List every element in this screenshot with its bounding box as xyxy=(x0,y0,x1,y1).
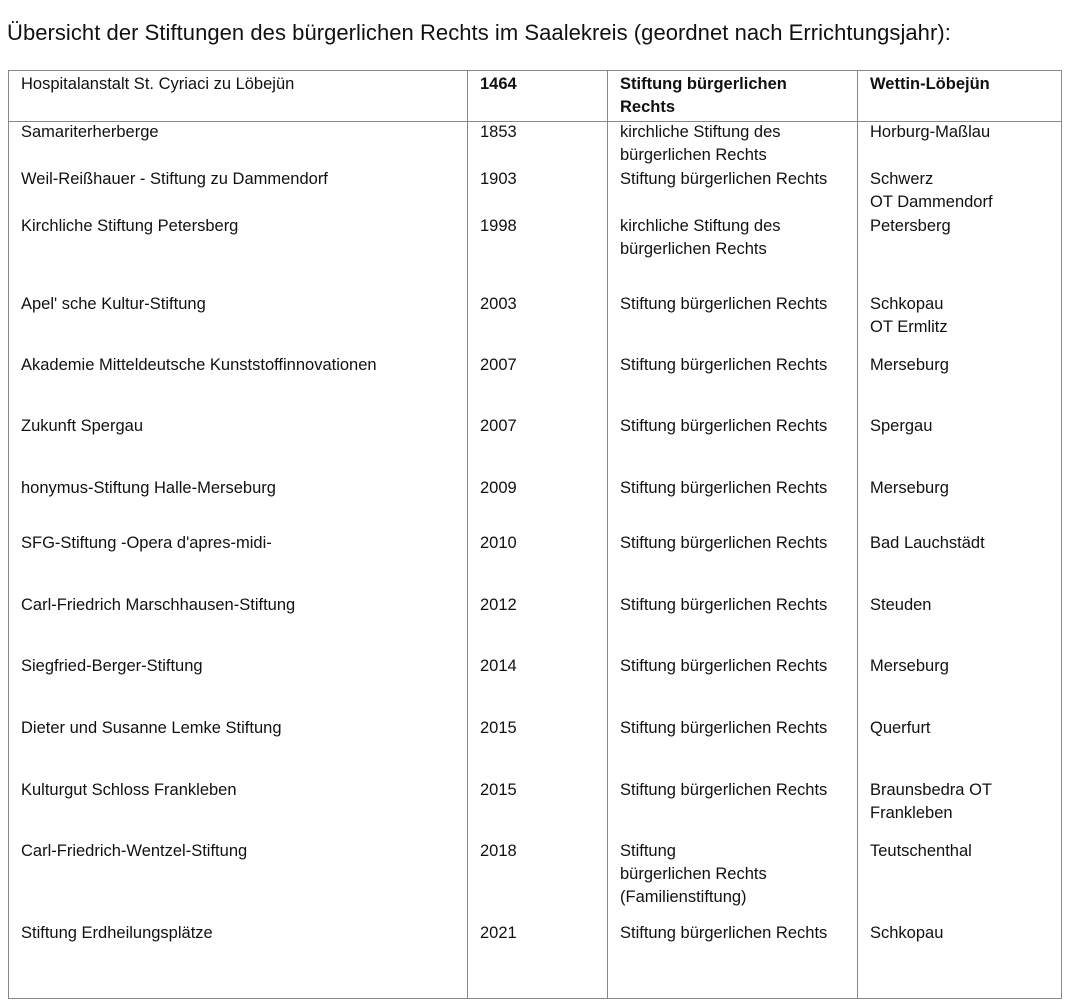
foundation-name: Samariterherberge xyxy=(21,123,159,141)
foundation-location-line: Schkopau xyxy=(870,295,944,313)
foundation-type-line: Stiftung bürgerlichen Rechts xyxy=(620,924,828,942)
page-title: Übersicht der Stiftungen des bürgerlichen Rechts im Saalekreis (geordnet nach Errichtungsjahr): xyxy=(7,20,951,45)
foundation-type xyxy=(620,655,855,678)
founding-year: 2015 xyxy=(480,781,517,799)
foundation-location-line: Teutschenthal xyxy=(870,842,972,860)
foundation-location-line: Merseburg xyxy=(870,657,949,675)
foundation-type xyxy=(620,594,855,617)
founding-year: 2003 xyxy=(480,295,517,313)
foundation-location xyxy=(870,415,1055,438)
foundation-type-line: Rechts xyxy=(620,98,676,116)
foundation-location-line: OT Dammendorf xyxy=(870,193,993,211)
foundation-location-line: Steuden xyxy=(870,596,932,614)
foundation-type xyxy=(620,840,855,909)
foundation-type-line: Stiftung bürgerlichen Rechts xyxy=(620,170,828,188)
foundation-location-line: Querfurt xyxy=(870,719,931,737)
foundation-location xyxy=(870,293,1055,339)
foundation-type xyxy=(620,215,855,261)
foundation-type xyxy=(620,415,855,438)
founding-year: 2012 xyxy=(480,596,517,614)
column-divider xyxy=(467,71,468,998)
foundation-location xyxy=(870,532,1055,555)
foundation-type-line: Stiftung xyxy=(620,842,676,860)
foundation-name: Siegfried-Berger-Stiftung xyxy=(21,657,203,675)
founding-year: 2010 xyxy=(480,534,517,552)
foundation-type-line: Stiftung bürgerlichen Rechts xyxy=(620,479,828,497)
foundation-location-line: OT Ermlitz xyxy=(870,318,948,336)
foundation-location xyxy=(870,73,1055,96)
foundation-type xyxy=(620,293,855,316)
foundation-name: Apel' sche Kultur-Stiftung xyxy=(21,295,206,313)
foundation-location-line: Wettin-Löbejün xyxy=(870,75,990,93)
foundation-type-line: Stiftung bürgerlichen Rechts xyxy=(620,534,828,552)
foundation-location xyxy=(870,121,1055,144)
foundation-location-line: Frankleben xyxy=(870,804,953,822)
founding-year: 2021 xyxy=(480,924,517,942)
foundation-type xyxy=(620,477,855,500)
foundation-type-line: bürgerlichen Rechts xyxy=(620,865,767,883)
founding-year: 1998 xyxy=(480,217,517,235)
foundation-location-line: Schkopau xyxy=(870,924,944,942)
foundation-type xyxy=(620,73,855,119)
foundation-type-line: bürgerlichen Rechts xyxy=(620,240,767,258)
foundation-type-line: (Familienstiftung) xyxy=(620,888,747,906)
foundation-type xyxy=(620,354,855,377)
foundation-location xyxy=(870,477,1055,500)
foundation-name: Weil-Reißhauer - Stiftung zu Dammendorf xyxy=(21,170,328,188)
foundation-location xyxy=(870,354,1055,377)
foundation-name: Kulturgut Schloss Frankleben xyxy=(21,781,237,799)
foundation-location xyxy=(870,594,1055,617)
foundation-location xyxy=(870,717,1055,740)
foundation-location xyxy=(870,168,1055,214)
column-divider xyxy=(607,71,608,998)
foundation-name: honymus-Stiftung Halle-Merseburg xyxy=(21,479,276,497)
founding-year: 2018 xyxy=(480,842,517,860)
foundation-name: SFG-Stiftung -Opera d'apres-midi- xyxy=(21,534,272,552)
foundation-location xyxy=(870,655,1055,678)
foundation-location xyxy=(870,779,1055,825)
foundation-name: Dieter und Susanne Lemke Stiftung xyxy=(21,719,282,737)
foundation-type-line: Stiftung bürgerlichen Rechts xyxy=(620,596,828,614)
foundation-type-line: Stiftung bürgerlichen Rechts xyxy=(620,295,828,313)
foundation-location-line: Merseburg xyxy=(870,356,949,374)
foundation-type-line: kirchliche Stiftung des xyxy=(620,217,781,235)
founding-year: 1903 xyxy=(480,170,517,188)
foundation-type-line: Stiftung bürgerlichen Rechts xyxy=(620,417,828,435)
founding-year: 2015 xyxy=(480,719,517,737)
founding-year: 2009 xyxy=(480,479,517,497)
foundations-table xyxy=(8,70,1062,999)
foundation-location xyxy=(870,840,1055,863)
foundation-name: Akademie Mitteldeutsche Kunststoffinnovationen xyxy=(21,356,377,374)
foundation-type-line: bürgerlichen Rechts xyxy=(620,146,767,164)
foundation-name: Zukunft Spergau xyxy=(21,417,143,435)
foundation-location-line: Merseburg xyxy=(870,479,949,497)
founding-year: 2014 xyxy=(480,657,517,675)
foundation-location-line: Petersberg xyxy=(870,217,951,235)
foundation-type-line: Stiftung bürgerlichen Rechts xyxy=(620,657,828,675)
foundation-name: Carl-Friedrich-Wentzel-Stiftung xyxy=(21,842,248,860)
foundation-type xyxy=(620,168,855,191)
founding-year: 1853 xyxy=(480,123,517,141)
foundation-location-line: Schwerz xyxy=(870,170,934,188)
foundation-location xyxy=(870,215,1055,238)
foundation-type-line: Stiftung bürgerlichen Rechts xyxy=(620,719,828,737)
foundation-type xyxy=(620,779,855,802)
foundation-name: Carl-Friedrich Marschhausen-Stiftung xyxy=(21,596,296,614)
foundation-type-line: Stiftung bürgerlichen xyxy=(620,75,787,93)
foundation-location xyxy=(870,922,1055,945)
foundation-type xyxy=(620,922,855,945)
foundation-type xyxy=(620,717,855,740)
foundation-type-line: kirchliche Stiftung des xyxy=(620,123,781,141)
foundation-location-line: Braunsbedra OT xyxy=(870,781,992,799)
founding-year: 2007 xyxy=(480,417,517,435)
column-divider xyxy=(857,71,858,998)
foundation-location-line: Spergau xyxy=(870,417,933,435)
foundation-name: Hospitalanstalt St. Cyriaci zu Löbejün xyxy=(21,75,295,93)
foundation-name: Stiftung Erdheilungsplätze xyxy=(21,924,213,942)
foundation-type-line: Stiftung bürgerlichen Rechts xyxy=(620,781,828,799)
foundation-type-line: Stiftung bürgerlichen Rechts xyxy=(620,356,828,374)
foundation-type xyxy=(620,121,855,167)
foundation-location-line: Bad Lauchstädt xyxy=(870,534,985,552)
founding-year: 1464 xyxy=(480,75,517,93)
foundation-type xyxy=(620,532,855,555)
founding-year: 2007 xyxy=(480,356,517,374)
foundation-location-line: Horburg-Maßlau xyxy=(870,123,991,141)
foundation-name: Kirchliche Stiftung Petersberg xyxy=(21,217,239,235)
